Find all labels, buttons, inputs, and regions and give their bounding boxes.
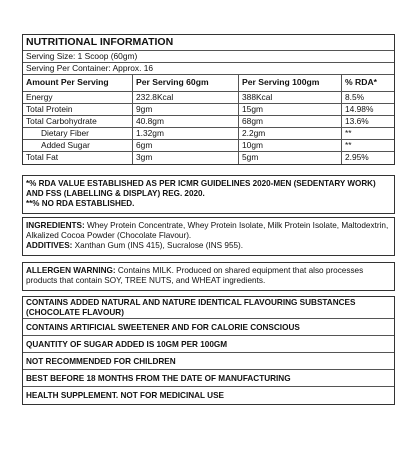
serving-size: Serving Size: 1 Scoop (60gm): [26, 50, 138, 61]
nutrient-per100: 5gm: [239, 152, 342, 164]
statement-health-supplement: HEALTH SUPPLEMENT. NOT FOR MEDICINAL USE: [26, 391, 225, 400]
serving-size-row: [23, 51, 394, 63]
nutrient-per60: 9gm: [133, 104, 239, 115]
statement-children: NOT RECOMMENDED FOR CHILDREN: [23, 353, 394, 370]
rda-note-line1: *% RDA VALUE ESTABLISHED AS PER ICMR GUIDELINES 2020-MEN (SEDENTARY WORK): [26, 179, 376, 188]
nutrient-per60: 3gm: [133, 152, 239, 164]
rda-note-line2: AND FSS (LABELLING & DISPLAY) REG. 2020.: [26, 189, 205, 198]
rda-note-box: [22, 175, 395, 214]
allergen-text: [23, 263, 394, 288]
nutrient-name: Energy: [23, 92, 133, 103]
nutrient-per60: 6gm: [133, 140, 239, 151]
table-header-row: [23, 75, 394, 92]
table-row: [23, 140, 394, 152]
table-row: [23, 152, 394, 164]
table-row: [23, 92, 394, 104]
nutrient-per100: 68gm: [239, 116, 342, 127]
statement-sugar: QUANTITY OF SUGAR ADDED IS 10GM PER 100GM: [23, 336, 394, 353]
nutrient-rda: **: [345, 127, 352, 138]
nutrient-per100: 10gm: [239, 140, 342, 151]
nutrient-name: Dietary Fiber: [23, 128, 133, 139]
servings-per-container-row: [23, 63, 394, 75]
rda-note: [23, 176, 394, 211]
header-rda: % RDA*: [345, 77, 377, 88]
nutrient-per60: 232.8Kcal: [133, 92, 239, 103]
nutrient-name: Total Protein: [23, 104, 133, 115]
nutrient-name: Total Carbohydrate: [23, 116, 133, 127]
nutrient-name: Total Fat: [23, 152, 133, 164]
nutrient-per100: 2.2gm: [239, 128, 342, 139]
nutrient-per60: 1.32gm: [133, 128, 239, 139]
nutrient-per100: 388Kcal: [239, 92, 342, 103]
header-amount: Amount Per Serving: [23, 75, 133, 91]
nutrient-name: Added Sugar: [23, 140, 133, 151]
ingredients-list: Whey Protein Concentrate, Whey Protein Isolate, Milk Protein Isolate, Maltodextrin, Alkalized Cocoa Powder (Chocolate Flavour).: [26, 221, 389, 240]
statement-sweetener: CONTAINS ARTIFICIAL SWEETENER AND FOR CALORIE CONSCIOUS: [23, 319, 394, 336]
table-row: [23, 104, 394, 116]
nutrition-title: NUTRITIONAL INFORMATION: [26, 35, 174, 48]
rda-note-line3: **% NO RDA ESTABLISHED.: [26, 199, 135, 208]
ingredients-text: [23, 218, 394, 253]
nutrient-rda: 14.98%: [345, 103, 374, 114]
header-per100: Per Serving 100gm: [239, 75, 342, 91]
table-row: [23, 128, 394, 140]
allergen-statement: Contains MILK. Produced on shared equipment that also processes products that contain SOY, TREE NUTS, and WHEAT ingredients.: [26, 266, 364, 285]
nutrition-title-row: [23, 35, 394, 51]
statement-best-before: BEST BEFORE 18 MONTHS FROM THE DATE OF MANUFACTURING: [23, 370, 394, 387]
statement-flavouring: CONTAINS ADDED NATURAL AND NATURE IDENTICAL FLAVOURING SUBSTANCES (CHOCOLATE FLAVOUR): [23, 297, 394, 319]
header-per60: Per Serving 60gm: [133, 75, 239, 91]
nutrient-per60: 40.8gm: [133, 116, 239, 127]
allergen-box: [22, 262, 395, 291]
nutrient-rda: 8.5%: [345, 91, 365, 102]
additives-list: Xanthan Gum (INS 415), Sucralose (INS 955).: [72, 241, 244, 250]
nutrient-rda: 13.6%: [345, 115, 369, 126]
table-row: [23, 116, 394, 128]
allergen-label: ALLERGEN WARNING:: [26, 266, 116, 275]
servings-per-container: Serving Per Container: Approx. 16: [26, 62, 154, 73]
nutrient-per100: 15gm: [239, 104, 342, 115]
ingredients-box: [22, 217, 395, 256]
additives-label: ADDITIVES:: [26, 241, 73, 250]
nutrient-rda: **: [345, 139, 352, 150]
nutrition-table: [22, 34, 395, 165]
nutrient-rda: 2.95%: [345, 152, 369, 163]
ingredients-label: INGREDIENTS:: [26, 221, 85, 230]
statements-box: [22, 296, 395, 405]
